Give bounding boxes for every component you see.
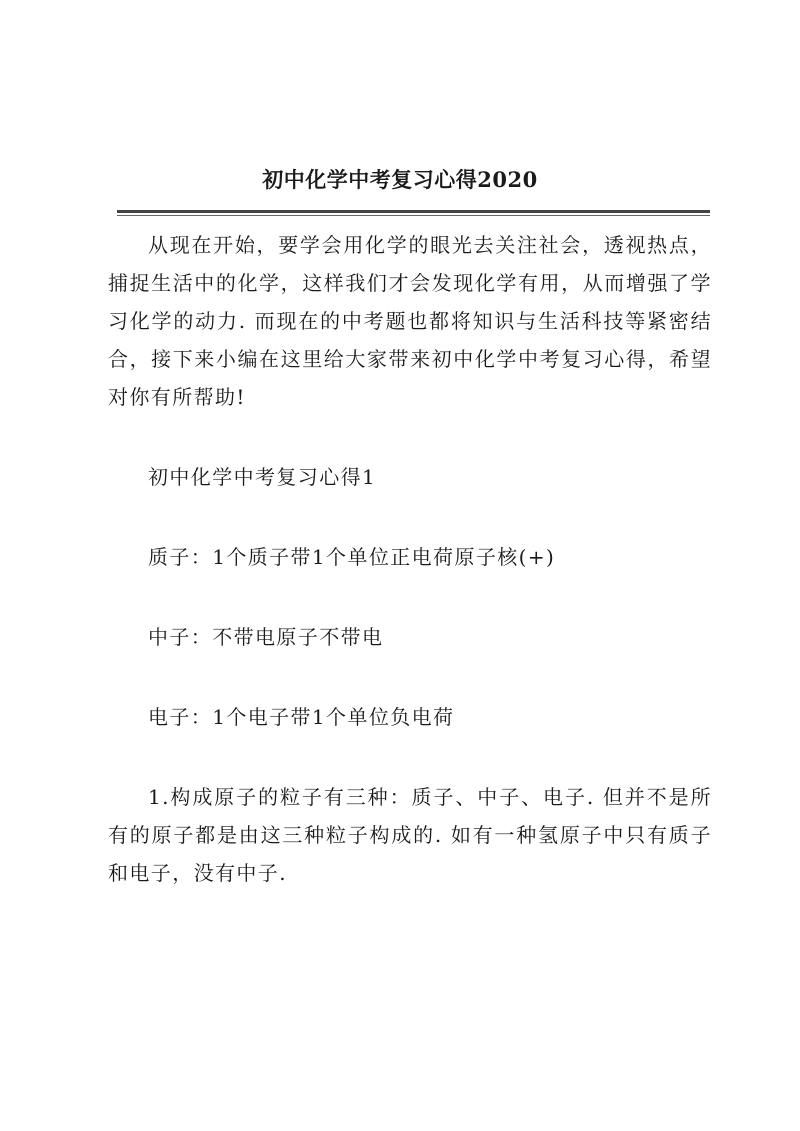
- proton-line: 质子：1个质子带1个单位正电荷原子核(+): [148, 545, 556, 569]
- title-divider-thin: [117, 215, 710, 216]
- neutron-line: 中子：不带电原子不带电: [148, 625, 384, 649]
- paragraph-spacer: [108, 736, 712, 778]
- section-heading: 初中化学中考复习心得1: [148, 465, 377, 489]
- paragraph-spacer: [108, 496, 712, 538]
- paragraph-spacer: [108, 656, 712, 698]
- document-body: [108, 226, 712, 892]
- paragraph-spacer: [108, 416, 712, 458]
- title-divider-thick: [117, 210, 710, 213]
- atom-structure-paragraph: 1.构成原子的粒子有三种：质子、中子、电子. 但并不是所有的原子都是由这三种粒子构成的. 如有一种氢原子中只有质子和电子，没有中子.: [108, 785, 712, 885]
- electron-line: 电子：1个电子带1个单位负电荷: [148, 705, 455, 729]
- intro-paragraph: 从现在开始，要学会用化学的眼光去关注社会，透视热点，捕捉生活中的化学，这样我们才会发现化学有用，从而增强了学习化学的动力. 而现在的中考题也都将知识与生活科技等紧密结合，接下来小编在这里给大家带来初中化学中考复习心得，希望对你有所帮助!: [108, 233, 712, 409]
- paragraph-spacer: [108, 576, 712, 618]
- document-title: 初中化学中考复习心得2020: [262, 167, 538, 192]
